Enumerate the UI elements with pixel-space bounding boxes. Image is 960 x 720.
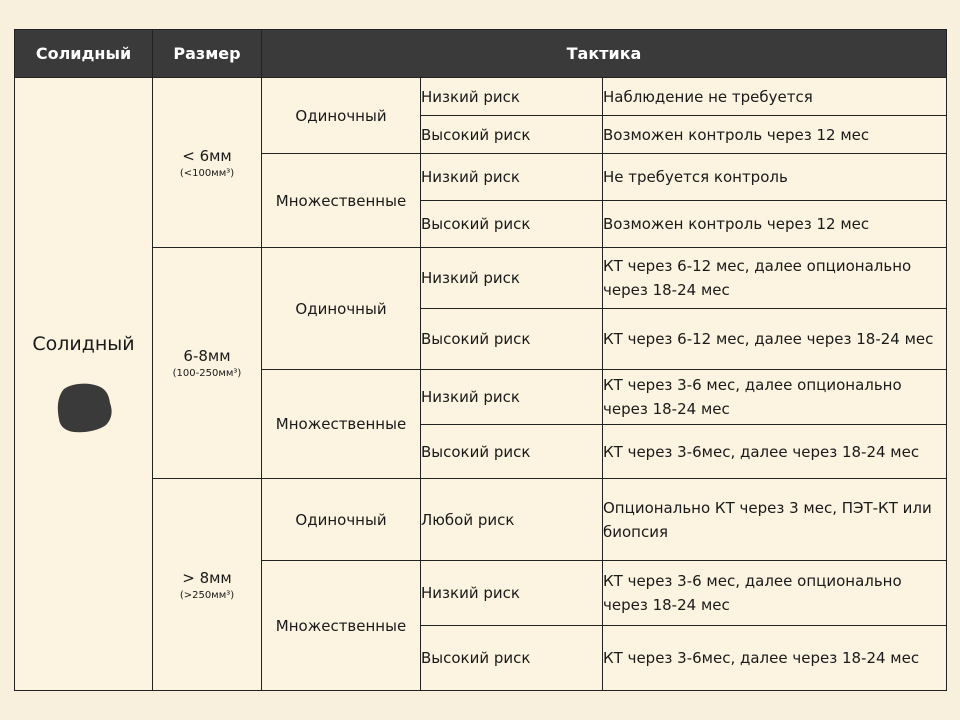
size-volume: (100-250мм³) [172,368,242,379]
size-label: < 6мм [182,146,232,165]
risk-cell: Низкий риск [421,370,603,425]
risk-cell: Низкий риск [421,78,603,116]
tactic-cell: Опционально КТ через 3 мес, ПЭТ-КТ или биопсия [603,479,947,561]
count-cell: Одиночный [262,78,421,154]
size-cell [153,479,262,691]
header-solid: Солидный [15,30,153,78]
tactic-cell: КТ через 3-6 мес, далее опционально через 18-24 мес [603,370,947,425]
risk-cell: Высокий риск [421,309,603,370]
risk-cell: Высокий риск [421,116,603,154]
count-cell: Множественные [262,561,421,691]
size-label: > 8мм [182,568,232,587]
table-header-row [15,30,947,78]
table-row [15,479,947,561]
risk-cell: Низкий риск [421,154,603,201]
tactic-cell: КТ через 6-12 мес, далее опционально через 18-24 мес [603,248,947,309]
count-cell: Одиночный [262,248,421,370]
count-cell: Множественные [262,154,421,248]
risk-cell: Любой риск [421,479,603,561]
table-row [15,248,947,309]
tactic-cell: Возможен контроль через 12 мес [603,201,947,248]
size-label: 6-8мм [183,347,231,365]
tactic-cell: Возможен контроль через 12 мес [603,116,947,154]
nodule-tactics-table [14,29,947,691]
risk-cell: Высокий риск [421,425,603,479]
risk-cell: Высокий риск [421,626,603,691]
tactic-cell: Наблюдение не требуется [603,78,947,116]
size-volume: (<100мм³) [179,167,235,179]
tactic-cell: КТ через 3-6 мес, далее опционально через 18-24 мес [603,561,947,626]
size-cell [153,248,262,479]
count-cell: Множественные [262,370,421,479]
tactic-cell: КТ через 6-12 мес, далее через 18-24 мес [603,309,947,370]
count-cell: Одиночный [262,479,421,561]
header-size: Размер [153,30,262,78]
solid-cell [15,78,153,691]
tactic-cell: Не требуется контроль [603,154,947,201]
header-tactic: Тактика [262,30,947,78]
tactic-cell: КТ через 3-6мес, далее через 18-24 мес [603,425,947,479]
risk-cell: Высокий риск [421,201,603,248]
solid-nodule-icon [54,381,114,435]
solid-label: Солидный [32,333,135,355]
tactic-cell: КТ через 3-6мес, далее через 18-24 мес [603,626,947,691]
table-row [15,78,947,116]
size-cell [153,78,262,248]
size-volume: (>250мм³) [179,589,235,601]
risk-cell: Низкий риск [421,561,603,626]
risk-cell: Низкий риск [421,248,603,309]
